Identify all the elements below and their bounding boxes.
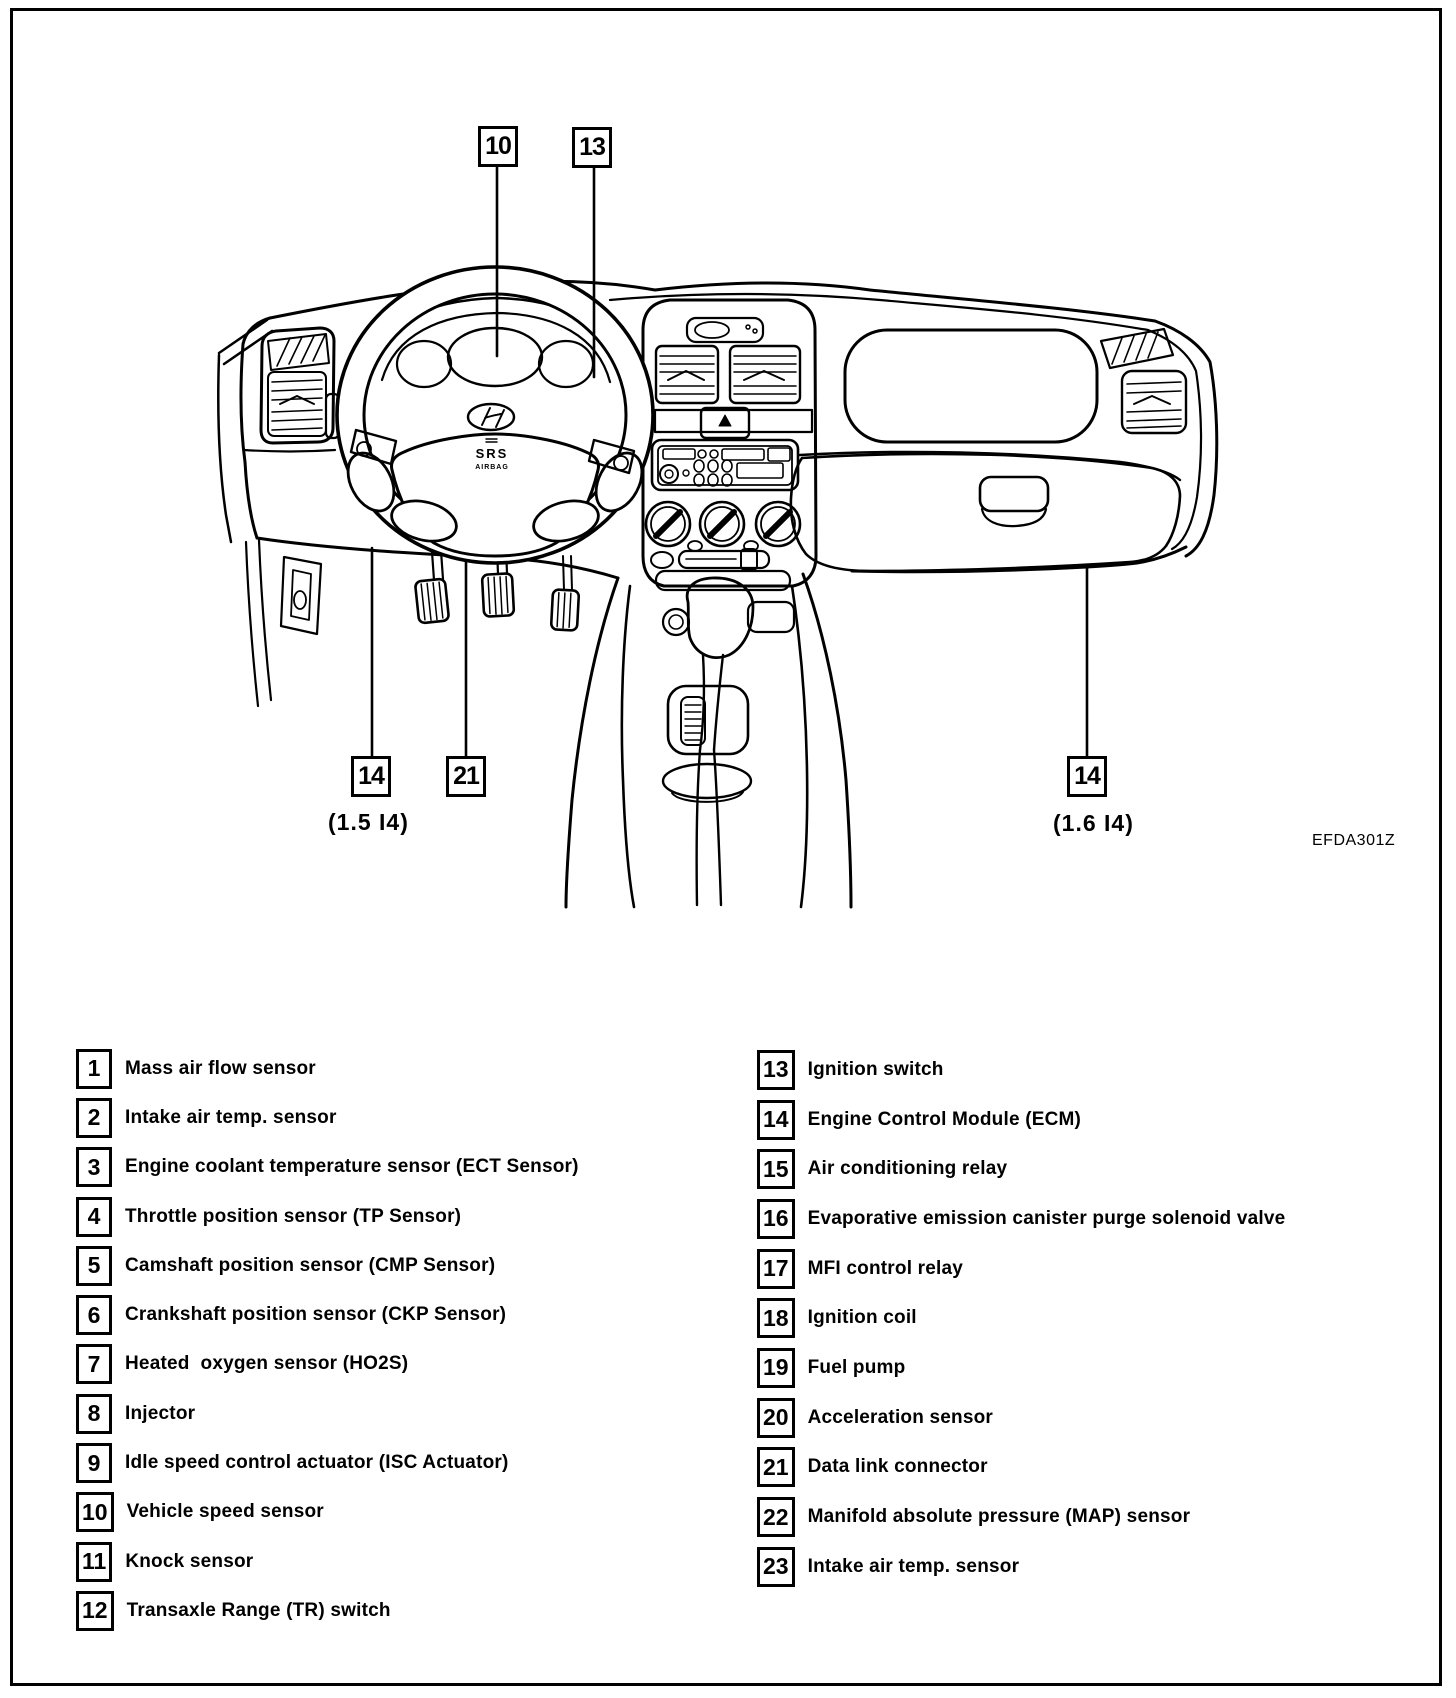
legend-row xyxy=(76,1340,579,1389)
radio-unit xyxy=(652,440,798,490)
legend-number-box: 16 xyxy=(757,1199,795,1239)
legend-row xyxy=(757,1095,1285,1145)
legend-number-box: 20 xyxy=(757,1398,795,1438)
figure-code: EFDA301Z xyxy=(1312,832,1396,849)
legend-row xyxy=(76,1537,579,1586)
legend-row xyxy=(76,1093,579,1142)
legend-row xyxy=(757,1343,1285,1393)
legend-number-box: 3 xyxy=(76,1147,112,1187)
legend-row xyxy=(757,1144,1285,1194)
legend-number-box: 12 xyxy=(76,1591,114,1631)
callout-box-13: 13 xyxy=(572,127,612,168)
legend-number-box: 4 xyxy=(76,1197,112,1237)
legend-item-label: Ignition switch xyxy=(807,1058,944,1080)
legend-item-label: Injector xyxy=(125,1402,196,1424)
left-dash-vent xyxy=(261,328,339,443)
legend-row xyxy=(76,1389,579,1438)
legend-item-label: Fuel pump xyxy=(807,1356,906,1378)
legend-number-box: 1 xyxy=(76,1049,112,1089)
legend-item-label: Mass air flow sensor xyxy=(125,1057,316,1079)
climate-controls xyxy=(646,502,800,590)
callout-box-14: 14 xyxy=(1067,756,1107,797)
engine-caption-1-5: (1.5 I4) xyxy=(328,809,409,835)
legend-row xyxy=(76,1192,579,1241)
legend-row xyxy=(757,1542,1285,1592)
legend-item-label: Intake air temp. sensor xyxy=(807,1555,1020,1577)
legend-number-box: 19 xyxy=(757,1348,795,1388)
legend-number-box: 6 xyxy=(76,1295,112,1335)
legend-row xyxy=(76,1586,579,1635)
legend-item-label: Engine Control Module (ECM) xyxy=(807,1108,1082,1130)
legend-row xyxy=(757,1393,1285,1443)
legend-number-box: 13 xyxy=(757,1050,795,1090)
callout-box-10: 10 xyxy=(478,126,518,167)
legend-number-box: 15 xyxy=(757,1149,795,1189)
legend-number-box: 7 xyxy=(76,1344,112,1384)
legend-row xyxy=(76,1044,579,1093)
legend-row xyxy=(757,1045,1285,1095)
legend-item-label: Vehicle speed sensor xyxy=(126,1501,324,1523)
legend-item-label: Throttle position sensor (TP Sensor) xyxy=(125,1205,462,1227)
legend-row xyxy=(76,1488,579,1537)
legend-item-label: Air conditioning relay xyxy=(807,1158,1008,1180)
legend-item-label: Ignition coil xyxy=(807,1307,917,1329)
legend-item-label: Idle speed control actuator (ISC Actuator) xyxy=(125,1452,509,1474)
left-kick-panel xyxy=(244,450,335,706)
callout-box-14: 14 xyxy=(351,756,391,797)
legend-item-label: Data link connector xyxy=(807,1456,988,1478)
hazard-switch xyxy=(655,408,812,438)
legend-item-label: Evaporative emission canister purge solenoid valve xyxy=(807,1207,1286,1229)
legend-number-box: 11 xyxy=(76,1542,112,1582)
legend-column-right xyxy=(757,1045,1285,1592)
legend-number-box: 10 xyxy=(76,1492,114,1532)
legend-item-label: Knock sensor xyxy=(125,1550,254,1572)
legend-number-box: 8 xyxy=(76,1394,112,1434)
legend-item-label: Heated oxygen sensor (HO2S) xyxy=(125,1353,409,1375)
gear-shifter xyxy=(663,578,794,905)
legend-row xyxy=(757,1293,1285,1343)
legend-number-box: 17 xyxy=(757,1249,795,1289)
center-console xyxy=(566,574,851,907)
legend-row xyxy=(76,1241,579,1290)
legend-row xyxy=(76,1438,579,1487)
legend-column-left xyxy=(76,1044,579,1636)
legend-row xyxy=(757,1244,1285,1294)
legend-item-label: Transaxle Range (TR) switch xyxy=(126,1599,391,1621)
legend-number-box: 14 xyxy=(757,1100,795,1140)
legend-number-box: 5 xyxy=(76,1246,112,1286)
srs-hub-text: SRS xyxy=(475,446,509,461)
legend-row xyxy=(757,1194,1285,1244)
legend-number-box: 18 xyxy=(757,1298,795,1338)
legend-item-label: Crankshaft position sensor (CKP Sensor) xyxy=(125,1304,507,1326)
legend-number-box: 21 xyxy=(757,1447,795,1487)
legend-item-label: MFI control relay xyxy=(807,1257,964,1279)
legend-item-label: Manifold absolute pressure (MAP) sensor xyxy=(807,1506,1191,1528)
glove-box-handle xyxy=(980,477,1048,511)
legend-row xyxy=(757,1443,1285,1493)
legend-row xyxy=(76,1143,579,1192)
legend-number-box: 23 xyxy=(757,1547,795,1587)
airbag-hub-text: AIRBAG xyxy=(475,464,509,471)
legend-number-box: 9 xyxy=(76,1443,112,1483)
glove-box xyxy=(791,454,1180,571)
callout-box-21: 21 xyxy=(446,756,486,797)
passenger-panel xyxy=(791,329,1186,571)
legend-item-label: Intake air temp. sensor xyxy=(125,1106,337,1128)
center-stack xyxy=(643,300,816,590)
legend-item-label: Acceleration sensor xyxy=(807,1406,994,1428)
legend-row xyxy=(757,1492,1285,1542)
steering-wheel xyxy=(337,267,653,563)
engine-caption-1-6: (1.6 I4) xyxy=(1053,810,1134,836)
legend-item-label: Camshaft position sensor (CMP Sensor) xyxy=(125,1254,496,1276)
center-vents xyxy=(656,346,800,403)
legend-row xyxy=(76,1290,579,1339)
legend-number-box: 2 xyxy=(76,1098,112,1138)
legend-number-box: 22 xyxy=(757,1497,795,1537)
legend-item-label: Engine coolant temperature sensor (ECT Sensor) xyxy=(125,1156,579,1178)
